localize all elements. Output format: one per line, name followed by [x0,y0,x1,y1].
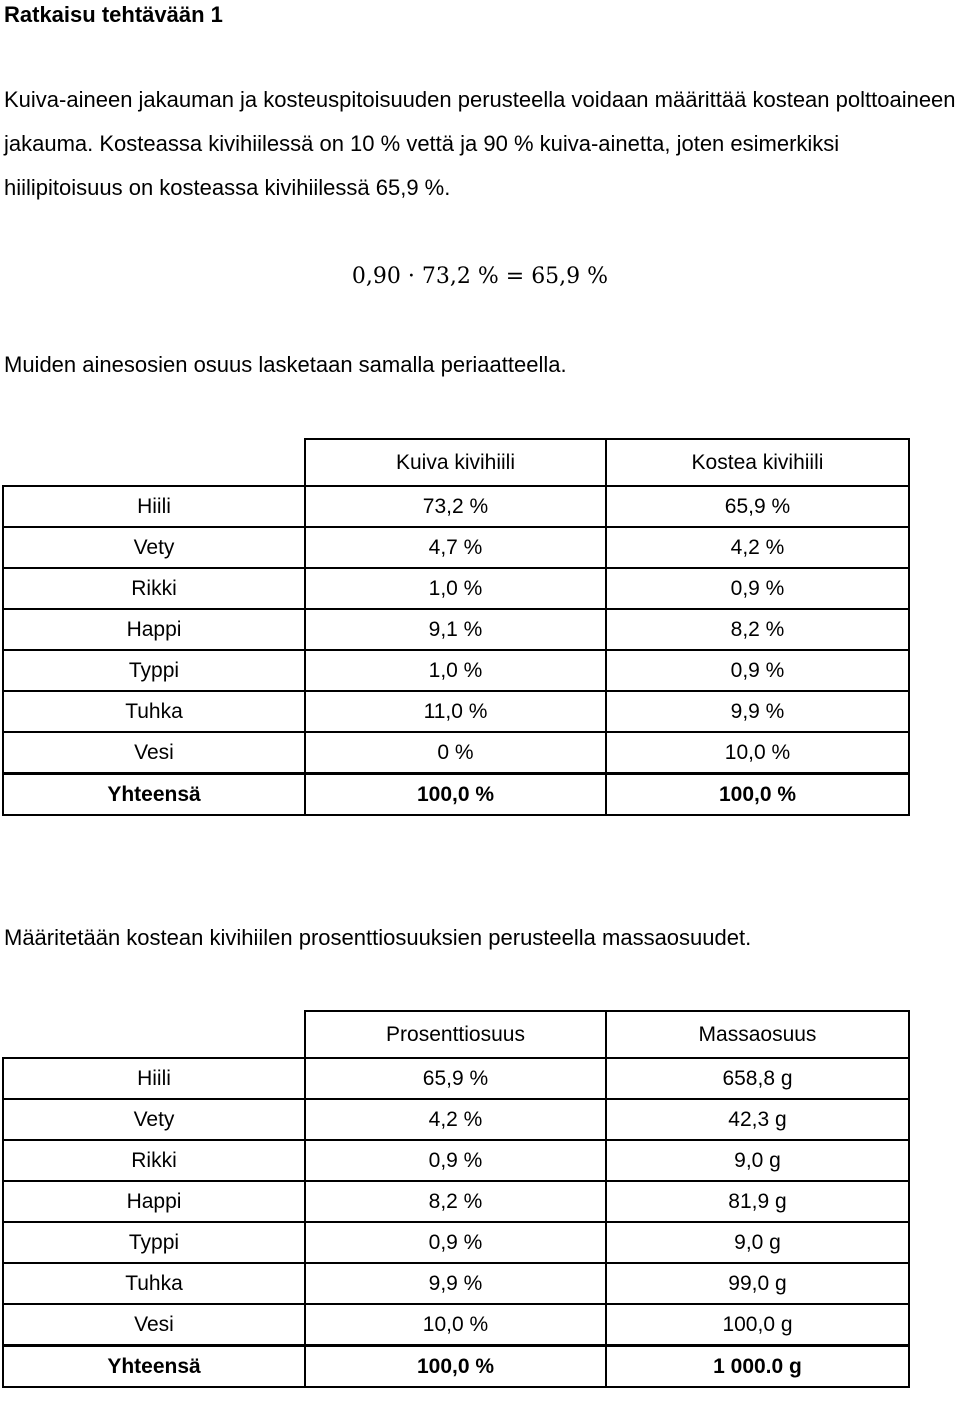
moist-value: 8,2 % [606,609,909,650]
table-row [3,568,909,609]
header-dry-coal: Kuiva kivihiili [305,439,606,486]
total-label: Yhteensä [3,774,305,816]
dry-value: 1,0 % [305,568,606,609]
row-label: Vesi [3,1304,305,1346]
row-label: Tuhka [3,1263,305,1304]
table-header-row [3,439,909,486]
mass-value: 9,0 g [606,1140,909,1181]
row-label: Rikki [3,1140,305,1181]
table-row [3,1263,909,1304]
table-total-row [3,774,909,816]
table-header-row [3,1011,909,1058]
mass-value: 100,0 g [606,1304,909,1346]
dry-value: 11,0 % [305,691,606,732]
dry-value: 9,1 % [305,609,606,650]
moist-value: 9,9 % [606,691,909,732]
moist-value: 4,2 % [606,527,909,568]
table-row [3,1099,909,1140]
row-label: Typpi [3,1222,305,1263]
table-total-row [3,1346,909,1388]
percentage-value: 8,2 % [305,1181,606,1222]
intro-paragraph: Kuiva-aineen jakauman ja kosteuspitoisuuden perusteella voidaan määrittää kostean polttoaineen jakauma. Kosteassa kivihiilessä on 10 % vettä ja 90 % kuiva-ainetta, joten esimerkiksi hiilipitoisuus on kosteassa kivihiilessä 65,9 %. [4,87,956,200]
table-row [3,1222,909,1263]
mass-value: 42,3 g [606,1099,909,1140]
mass-table [2,1010,910,1388]
dry-value: 4,7 % [305,527,606,568]
table-row [3,486,909,527]
percentage-value: 0,9 % [305,1140,606,1181]
table-row [3,1140,909,1181]
percentage-value: 9,9 % [305,1263,606,1304]
page-title: Ratkaisu tehtävään 1 [4,2,223,27]
table-row [3,609,909,650]
table-row [3,1304,909,1346]
total-dry: 100,0 % [305,774,606,816]
mass-value: 9,0 g [606,1222,909,1263]
mass-value: 99,0 g [606,1263,909,1304]
mass-value: 81,9 g [606,1181,909,1222]
header-moist-coal: Kostea kivihiili [606,439,909,486]
table-row [3,732,909,774]
table-row [3,1181,909,1222]
dry-value: 1,0 % [305,650,606,691]
row-label: Happi [3,609,305,650]
moist-value: 65,9 % [606,486,909,527]
percentage-value: 4,2 % [305,1099,606,1140]
formula: 0,90 · 73,2 % = 65,9 % [351,264,609,289]
table-row [3,691,909,732]
table-row [3,527,909,568]
row-label: Hiili [3,1058,305,1099]
dry-value: 0 % [305,732,606,774]
header-corner [3,1011,305,1058]
header-mass: Massaosuus [606,1011,909,1058]
dry-value: 73,2 % [305,486,606,527]
row-label: Vesi [3,732,305,774]
composition-table [2,438,910,816]
moist-value: 0,9 % [606,568,909,609]
row-label: Vety [3,1099,305,1140]
total-label: Yhteensä [3,1346,305,1388]
row-label: Typpi [3,650,305,691]
total-percentage: 100,0 % [305,1346,606,1388]
row-label: Tuhka [3,691,305,732]
header-percentage: Prosenttiosuus [305,1011,606,1058]
percentage-value: 10,0 % [305,1304,606,1346]
row-label: Happi [3,1181,305,1222]
moist-value: 0,9 % [606,650,909,691]
moist-value: 10,0 % [606,732,909,774]
between-text: Määritetään kostean kivihiilen prosenttiosuuksien perusteella massaosuudet. [4,925,752,950]
note-text: Muiden ainesosien osuus lasketaan samalla periaatteella. [4,352,567,377]
row-label: Vety [3,527,305,568]
percentage-value: 0,9 % [305,1222,606,1263]
table-row [3,1058,909,1099]
row-label: Rikki [3,568,305,609]
mass-value: 658,8 g [606,1058,909,1099]
total-mass: 1 000.0 g [606,1346,909,1388]
total-moist: 100,0 % [606,774,909,816]
header-corner [3,439,305,486]
percentage-value: 65,9 % [305,1058,606,1099]
table-row [3,650,909,691]
row-label: Hiili [3,486,305,527]
